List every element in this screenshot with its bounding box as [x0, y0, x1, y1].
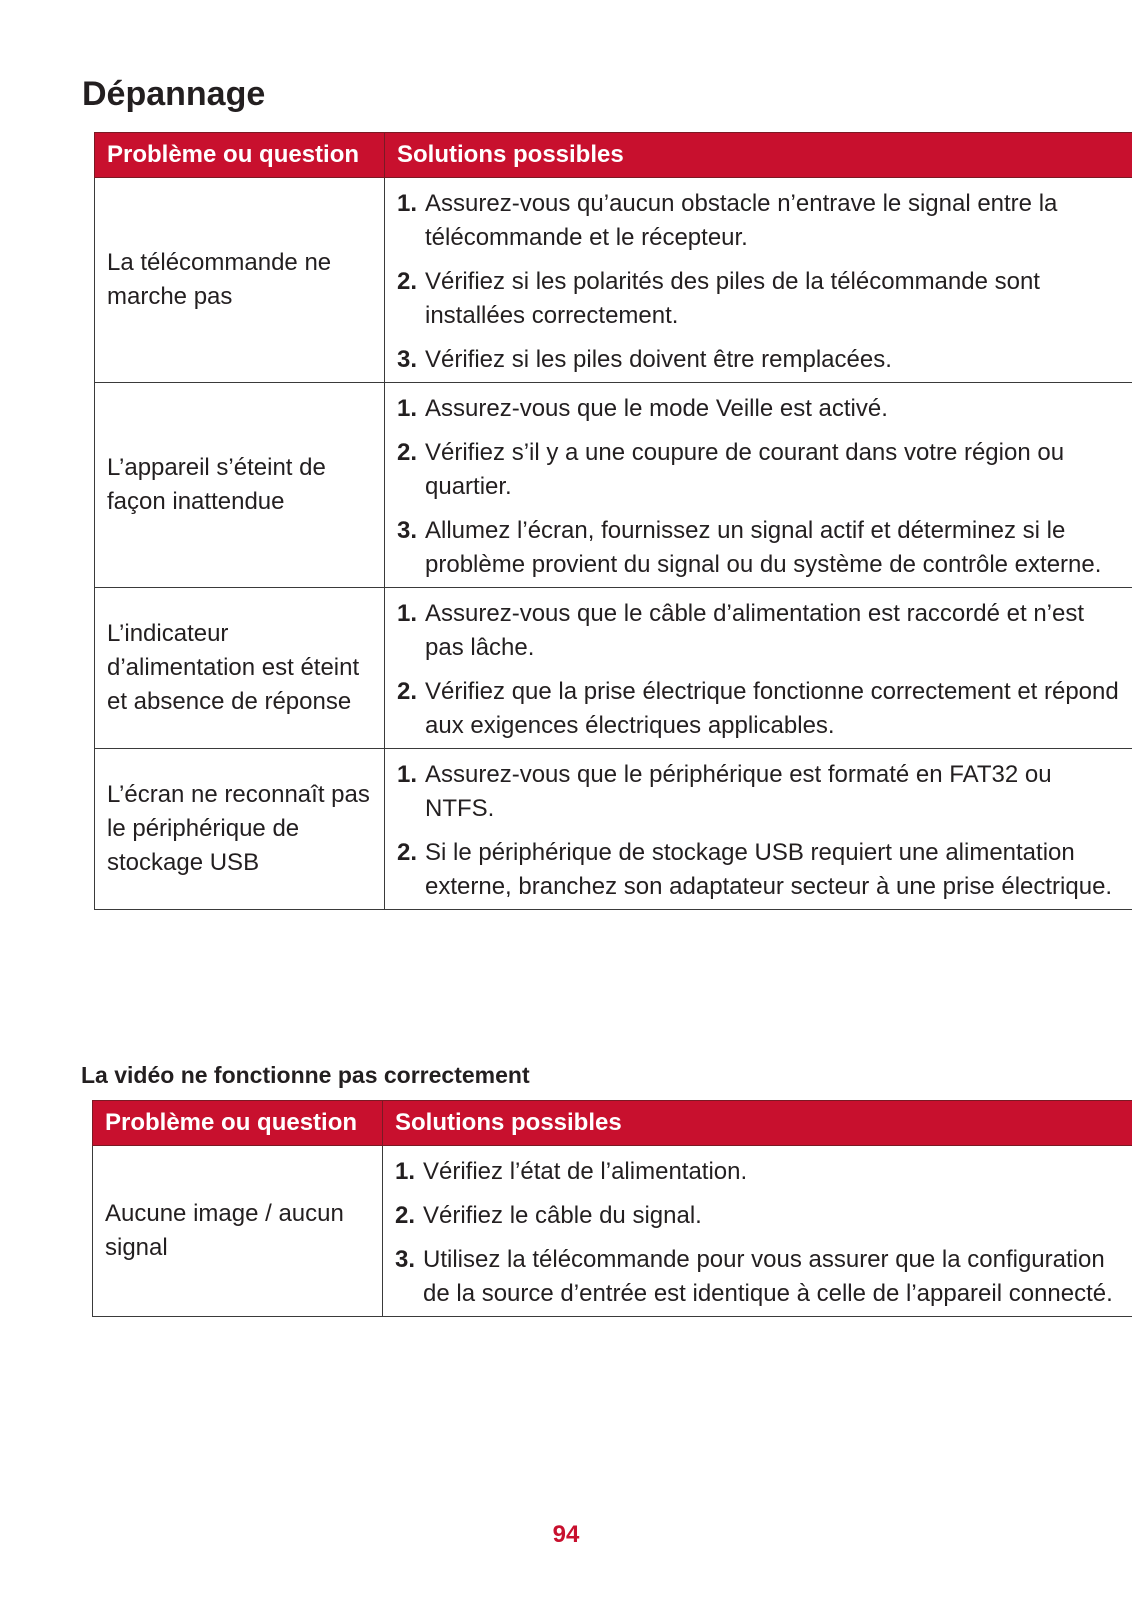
solutions-cell	[385, 178, 1132, 383]
solution-text: Si le périphérique de stockage USB requiert une alimentation externe, branchez son adaptateur secteur à une prise électrique.	[425, 839, 1113, 900]
solutions-list	[397, 597, 1122, 743]
solution-item	[397, 265, 1122, 333]
solution-number: 1.	[397, 190, 418, 217]
solution-text: Allumez l’écran, fournissez un signal actif et déterminez si le problème provient du signal ou du système de contrôle externe.	[425, 517, 1102, 578]
header-problem: Problème ou question	[95, 133, 385, 178]
solution-number: 3.	[397, 517, 418, 544]
table-header-row	[95, 133, 1132, 178]
solution-item	[397, 514, 1122, 582]
page-title: Dépannage	[82, 75, 266, 113]
solution-item	[395, 1155, 1124, 1189]
solution-item	[397, 343, 1122, 377]
solution-item	[397, 187, 1122, 255]
problem-cell: La télécommande ne marche pas	[95, 178, 385, 383]
solution-text: Vérifiez s’il y a une coupure de courant dans votre région ou quartier.	[425, 439, 1065, 500]
problem-cell: L’appareil s’éteint de façon inattendue	[95, 383, 385, 588]
solution-item	[397, 675, 1122, 743]
solution-item	[397, 758, 1122, 826]
problem-cell: Aucune image / aucun signal	[93, 1146, 383, 1317]
solution-item	[397, 597, 1122, 665]
solutions-cell	[385, 588, 1132, 749]
section-heading: La vidéo ne fonctionne pas correctement	[81, 1062, 530, 1088]
troubleshooting-table	[94, 132, 1132, 910]
solution-number: 3.	[397, 346, 418, 373]
solution-number: 1.	[395, 1158, 416, 1185]
video-troubleshooting-table	[92, 1100, 1132, 1317]
solution-item	[397, 392, 1122, 426]
solutions-list	[397, 392, 1122, 582]
table-row	[95, 383, 1132, 588]
solution-text: Vérifiez l’état de l’alimentation.	[423, 1158, 748, 1185]
solution-text: Assurez-vous que le périphérique est formaté en FAT32 ou NTFS.	[425, 761, 1052, 822]
solutions-cell	[385, 383, 1132, 588]
solutions-cell	[385, 749, 1132, 910]
solution-text: Assurez-vous que le mode Veille est activé.	[425, 395, 888, 422]
solution-text: Utilisez la télécommande pour vous assurer que la configuration de la source d’entrée est identique à celle de l’appareil connecté.	[423, 1246, 1113, 1307]
table-row	[95, 749, 1132, 910]
solution-number: 2.	[397, 439, 418, 466]
solutions-cell	[383, 1146, 1132, 1317]
problem-cell: L’écran ne reconnaît pas le périphérique de stockage USB	[95, 749, 385, 910]
solution-number: 2.	[395, 1202, 416, 1229]
solution-text: Vérifiez que la prise électrique fonctionne correctement et répond aux exigences électriques applicables.	[425, 678, 1119, 739]
header-solutions: Solutions possibles	[385, 133, 1132, 178]
solution-number: 1.	[397, 395, 418, 422]
header-solutions: Solutions possibles	[383, 1101, 1132, 1146]
table-row	[93, 1146, 1132, 1317]
problem-cell: L’indicateur d’alimentation est éteint et absence de réponse	[95, 588, 385, 749]
solution-text: Vérifiez le câble du signal.	[423, 1202, 702, 1229]
solution-number: 1.	[397, 600, 418, 627]
solutions-list	[395, 1155, 1124, 1311]
page-number: 94	[552, 1521, 580, 1548]
solutions-list	[397, 187, 1122, 377]
solutions-list	[397, 758, 1122, 904]
solution-item	[397, 836, 1122, 904]
solution-number: 1.	[397, 761, 418, 788]
solution-number: 2.	[397, 678, 418, 705]
table-row	[95, 178, 1132, 383]
table-row	[95, 588, 1132, 749]
table-header-row	[93, 1101, 1132, 1146]
solution-text: Vérifiez si les polarités des piles de la télécommande sont installées correctement.	[425, 268, 1040, 329]
solution-text: Assurez-vous qu’aucun obstacle n’entrave le signal entre la télécommande et le récepteur.	[425, 190, 1058, 251]
solution-number: 2.	[397, 268, 418, 295]
solution-item	[395, 1199, 1124, 1233]
solution-text: Assurez-vous que le câble d’alimentation est raccordé et n’est pas lâche.	[425, 600, 1085, 661]
solution-text: Vérifiez si les piles doivent être remplacées.	[425, 346, 892, 373]
solution-item	[397, 436, 1122, 504]
solution-number: 3.	[395, 1246, 416, 1273]
header-problem: Problème ou question	[93, 1101, 383, 1146]
solution-number: 2.	[397, 839, 418, 866]
solution-item	[395, 1243, 1124, 1311]
